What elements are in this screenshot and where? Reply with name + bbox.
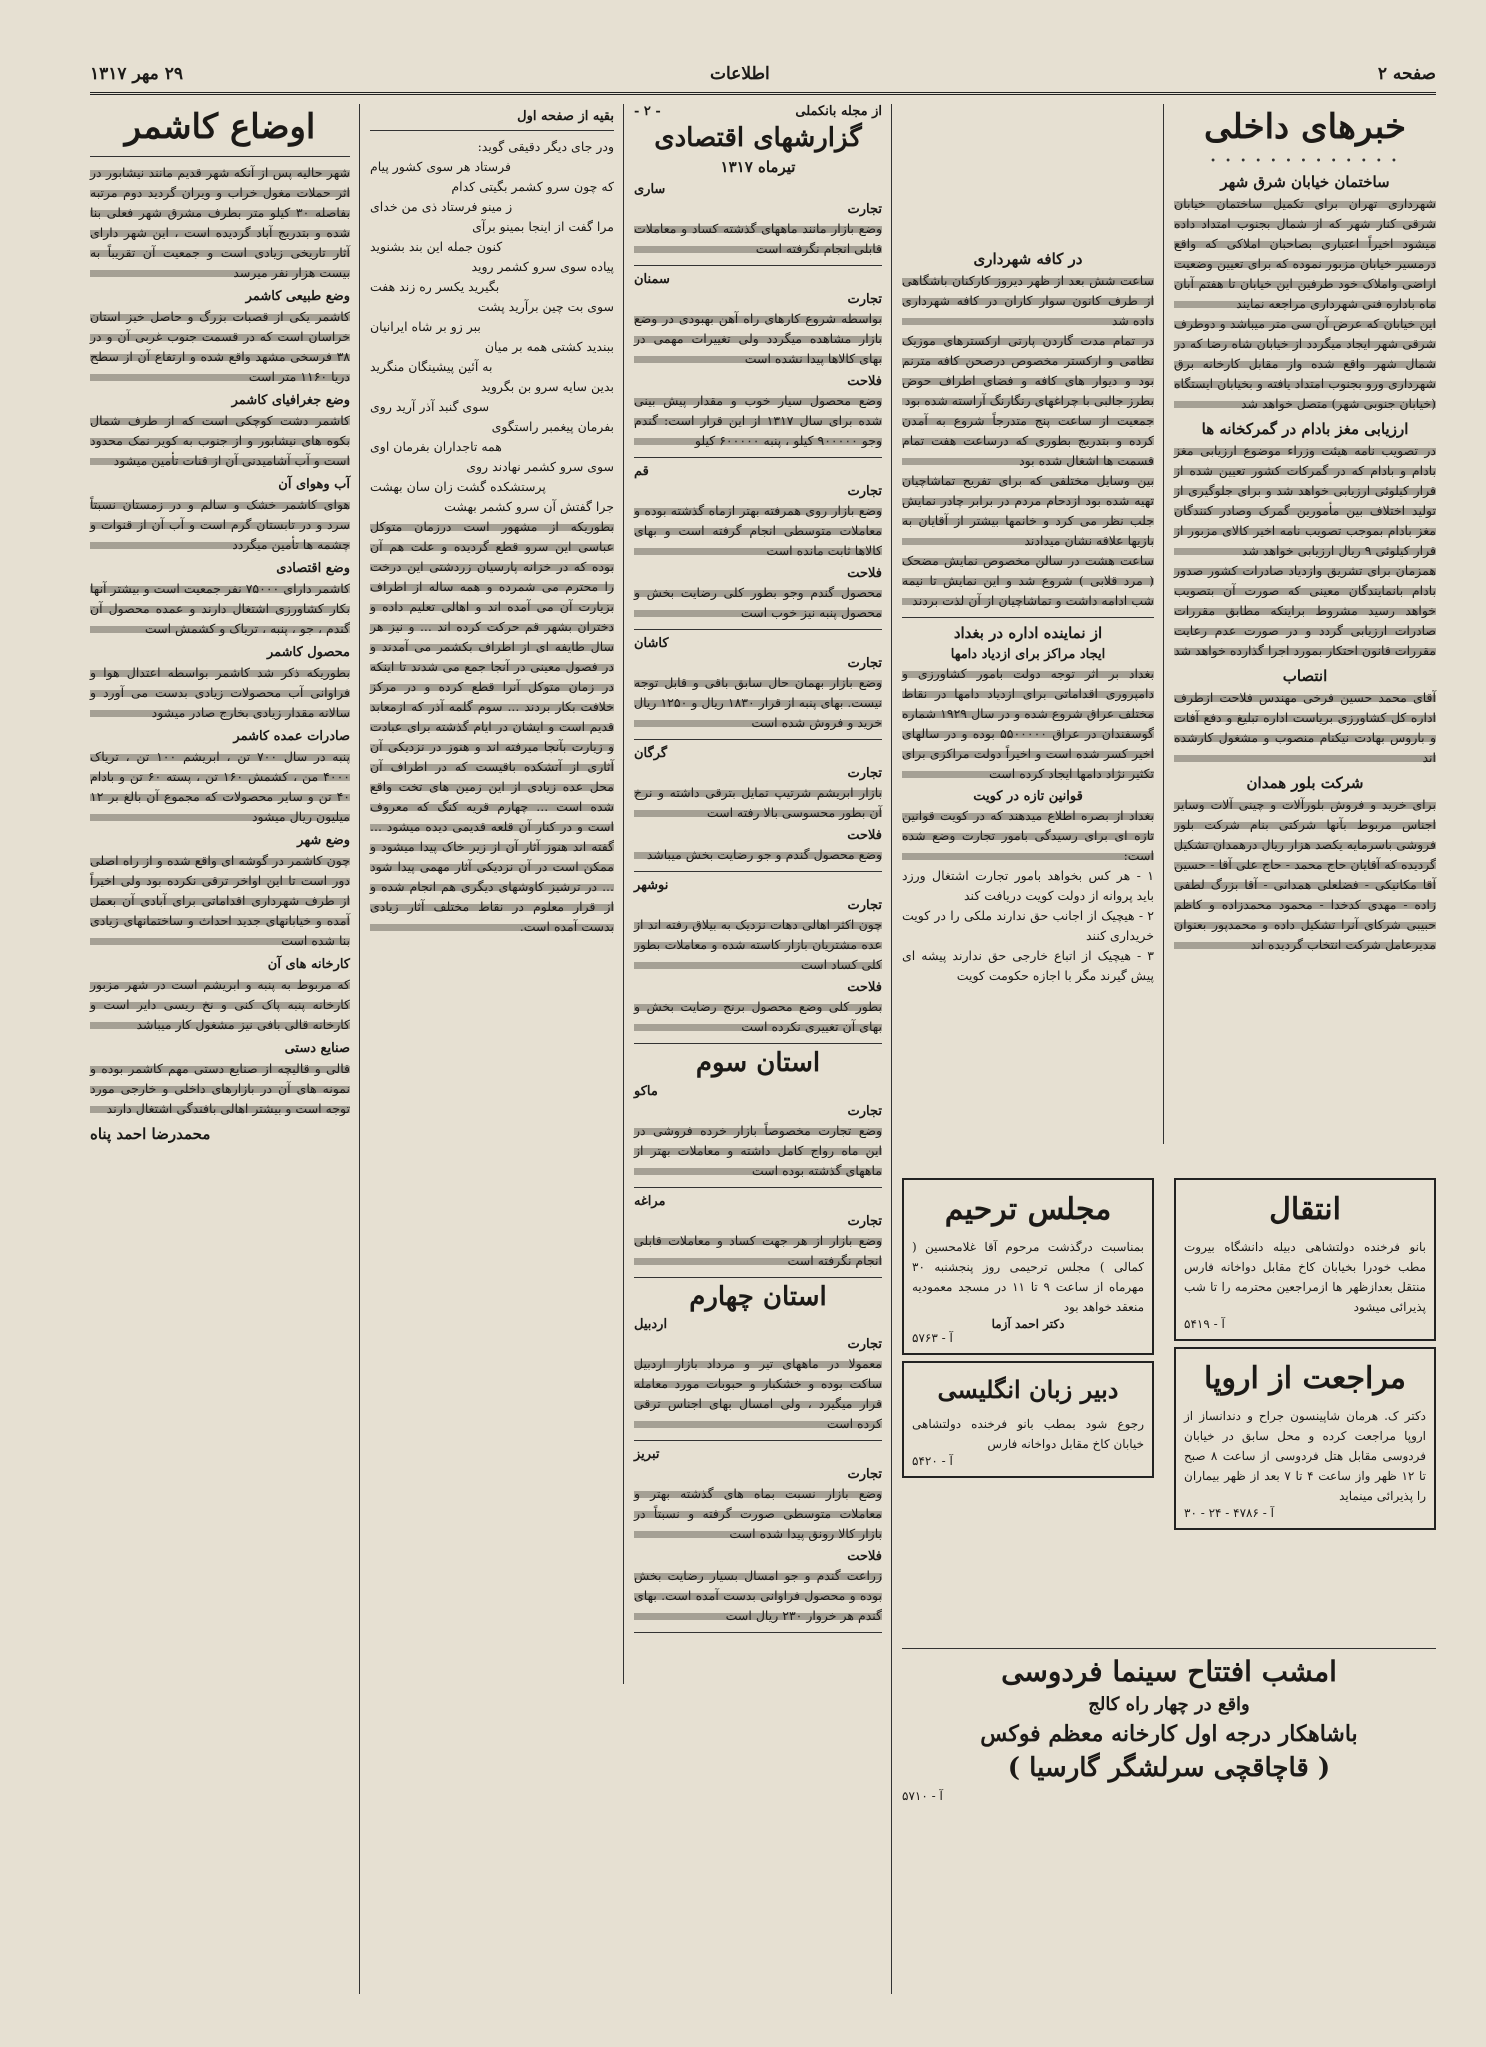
kashmar-products: بطوریکه ذکر شد کاشمر بواسطه اعتدال هوا و فراوانی آب محصولات زیادی بدست می آورد و سالانه مقدار زیادی بخارج صادر میشود: [90, 663, 350, 723]
ad-transfer-text: بانو فرخنده دولتشاهی دبیله دانشگاه بیروت مطب خودرا بخیابان کاخ مقابل دواخانه فارس منتقل بعدازظهر ها ازمراجعین محترمه را تا شب پذیرائی میشود: [1184, 1240, 1426, 1314]
report-text: بواسطه شروع کارهای راه آهن بهبودی در وضع بازار مشاهده میگردد ولی تغییرات مهمی در بهای کالاها پیدا نشده است: [634, 309, 882, 369]
col-city-news: [902, 104, 1154, 1159]
report-text: بازار ابریشم شرتیپ تمایل بترقی داشته و نرخ آن بطور محسوسی بالا رفته است: [634, 783, 882, 823]
poem-line: کنون جمله این بند بشنوید: [370, 239, 503, 254]
report-text: وضع محصول گندم و جو رضایت بخش میباشد: [634, 845, 882, 865]
column-rule: [1163, 104, 1164, 1144]
article-cafe-p4: بین وسایل مختلفی که برای تفریح تماشاچیان تهیه شده بود ازدحام مردم در برابر چادر نمایش جلب نظر می کرد و خانمها بیشتر از آقایان به بازیها علاقه نشان میدادند: [902, 471, 1154, 551]
poem-line: فرستاد هر سوی کشور پیام: [370, 159, 511, 174]
col1-ads: [1174, 1172, 1436, 1622]
report-subject: تجارت: [847, 1213, 882, 1229]
report-subject: تجارت: [847, 898, 882, 914]
col-kashmar: [90, 104, 350, 1994]
kashmar-crafts: قالی و قالیچه از صنایع دستی مهم کاشمر بوده و نمونه های آن در بازارهای داخلی و خارجی مورد توجه است و بیشتر اهالی بافندگی اشتغال دارند: [90, 1059, 350, 1119]
report-subject: تجارت: [847, 484, 882, 500]
poem-line: ودر جای دیگر دقیقی گوید:: [477, 139, 614, 154]
divider: [634, 739, 882, 740]
ad-memorial-code: آ - ۵۷۶۳: [912, 1331, 953, 1345]
ad-transfer-code: آ - ۵۴۱۹: [1184, 1317, 1225, 1331]
report-text: وضع بازار روی همرفته بهتر ازماه گذشته بوده و معاملات متوسطی انجام گرفته است و بهای کالاها ثابت مانده است: [634, 501, 882, 561]
ad-transfer: [1174, 1178, 1436, 1341]
report-subject: تجارت: [847, 656, 882, 672]
cinema-line2: واقع در چهار راه کالج: [1088, 1694, 1250, 1715]
kuwait-law-2: ۲ - هیچیک از اجانب حق ندارند ملکی را در کویت خریداری کنند: [902, 908, 1154, 943]
col2-ads: [902, 1172, 1154, 1612]
report-subject: فلاحت: [847, 374, 882, 390]
region-name: استان چهارم: [689, 1281, 827, 1312]
divider: [634, 629, 882, 630]
report-text: وضع محصول سیار خوب و مقدار پیش بینی شده برای سال ۱۳۱۷ از این قرار است: گندم وجو ۹۰۰۰۰۰ کیلو ، پنبه ۶۰۰۰۰۰ کیلو: [634, 391, 882, 451]
report-text: محصول گندم وجو بطور کلی رضایت بخش و محصول پنبه نیز خوب است: [634, 583, 882, 623]
report-month: تیرماه ۱۳۱۷: [720, 158, 796, 177]
report-subject: تجارت: [847, 1466, 882, 1482]
divider: [634, 1277, 882, 1278]
section-title-economic: گزارشهای اقتصادی: [654, 123, 862, 153]
kashmar-econ-title: وضع اقتصادی: [276, 560, 350, 576]
headline-baghdad: از نماینده اداره در بغداد: [953, 624, 1103, 642]
report-text: وضع بازار بهمان حال سابق باقی و قابل توجه نیست. بهای پنبه از قرار ۱۸۳۰ ریال و ۱۲۵۰ ریال خرید و فروش شده است: [634, 673, 882, 733]
kashmar-nature-title: وضع طبیعی کاشمر: [245, 288, 350, 304]
kashmar-geo-title: وضع جغرافیای کاشمر: [231, 392, 350, 408]
kashmar-climate-title: آب وهوای آن: [278, 476, 350, 492]
article-appointment: آقای محمد حسین فرخی مهندس فلاحت ازطرف اداره کل کشاورزی بریاست اداره تبلیغ و دفع آفات و باروس بهادت نیکنام منصوب و مشغول کارشده اند: [1174, 688, 1436, 768]
region-name: مراغه: [634, 1193, 666, 1209]
ad-return-europe: [1174, 1347, 1436, 1530]
continued-label: بقیه از صفحه اول: [517, 109, 614, 124]
report-subject: تجارت: [847, 292, 882, 308]
report-text: وضع بازار از هر جهت کساد و معاملات قابلی انجام نگرفته است: [634, 1231, 882, 1271]
report-subject: تجارت: [847, 202, 882, 218]
ad-english-title: دبیر زبان انگلیسی: [937, 1375, 1119, 1404]
subhead-livestock: ایجاد مراکز برای ازدیاد دامها: [950, 647, 1106, 662]
divider: [634, 871, 882, 872]
kashmar-exports: پنبه در سال ۷۰۰ تن ، ابریشم ۱۰۰ تن ، تریاک ۴۰۰۰ من ، کشمش ۱۶۰ تن ، پسته ۶۰ تن و بادام ۴۰ تن و سایر محصولات که مجموع آن بالغ بر ۱۲ میلیون ریال میشود: [90, 747, 350, 827]
kuwait-law-3: ۳ - هیچیک از اتباع خارجی حق ندارند پیشه ای پیش گیرند مگر با اجازه حکومت کویت: [902, 948, 1154, 983]
kashmar-factories-title: کارخانه های آن: [267, 956, 350, 972]
column-rule: [623, 104, 624, 1684]
kashmar-crafts-title: صنایع دستی: [284, 1040, 350, 1056]
report-text: معمولا در ماههای تیر و مرداد بازار اردبیل ساکت بوده و خشکبار و حبوبات مورد معامله قرار میگیرد ، ولی امسال بهای اجناس ترقی کرده است: [634, 1354, 882, 1434]
col-economic-reports: [634, 104, 882, 1623]
article-hamadan: برای خرید و فروش بلورآلات و چینی آلات وسایر اجناس مربوط بآنها شرکتی بنام شرکت بلور فروشی باسرمایه یکصد هزار ریال درهمدان تشکیل گردیده که آقایان حاج محمد - حاج علی آقا - حسین آقا مکانیکی - فضلعلی همدانی - آقا بزرگ لطفی زاده - مهدی کدخدا - محمود محمدزاده و کاظم حبیبی شرکای آنرا تشکیل داده و محمدپور بعنوان مدیرعامل شرکت انتخاب گردیده اند: [1174, 795, 1436, 955]
cinema-line4: ( قاچاقچی سرلشگر گارسیا ): [1007, 1753, 1331, 1783]
article-cafe-p2: در تمام مدت گاردن پارتی ارکسترهای موزیک نظامی و ارکستر مخصوص درصحن کافه مترنم بود و دیوار های کافه و فضای اطراف حوض بطرز جالبی با چراغهای رنگارنگ آراسته شده بود: [902, 331, 1154, 411]
col-domestic-news: [1174, 104, 1436, 1159]
poem-line: جرا گفتش آن سرو کشمر بهشت: [444, 499, 614, 514]
article-kashmar-history: بطوریکه از مشهور است درزمان متوکل عباسی این سرو قطع گردیده و علت هم آن بوده که در خزانه پارسیان زردشتی این درخت را محترم می شمرده و همه ساله از اطراف بزیارت آن می آمده اند و اهالی تعلیم داده و دختران بشهر قم حرکت کرده اند ... و نیز هر سال طایفه ای از اطراف بکشمر می آمدند و در فصول معینی در آنجا جمع می شدند تا اینکه در زمان متوکل آنرا قطع کرده و در مرکز خلافت بکار بردند ... سوم گلمه آذر که ازمعابد قدیم است و ایشان در ایام گذشته برای عبادت و زیارت بآنجا میرفته اند و هنوز در نزدیکی آن آثاری از آتشکده باقیست که در اطراف آن محل عده زیادی از این زمین های تخت واقع شده است ... چهارم قریه کنگ که معروف است و در کنار آن قلعه قدیمی دیده میشود ... گفته اند هنوز آثار آن از زیر خاک پیدا میشود و ممکن است در آن نزدیکی آثار مهمی پیدا شود ... در ترشیز کاوشهای دیگری هم انجام شده و از قرار معلوم در نقاط مختلف آثار زیادی بدست آمده است.: [370, 517, 614, 937]
poem-line: سوی بت چین برآرید پشت: [477, 299, 614, 314]
ad-english-code: آ - ۵۴۲۰: [912, 1454, 953, 1468]
article-cafe-p3: جمعیت از ساعت پنج متدرجاً شروع به آمدن کرده و بتدریج بطوری که درساعت هفت تمام قسمت ها اشغال شده بود: [902, 411, 1154, 471]
cinema-code: آ - ۵۷۱۰: [902, 1789, 943, 1803]
subhead-kuwait: قوانین تازه در کویت: [973, 789, 1083, 804]
poem-line: بفرمان پیغمبر راستگوی: [491, 419, 614, 434]
report-subject: تجارت: [847, 1103, 882, 1119]
masthead-rule: [90, 92, 1436, 95]
poem-line: سوی گنبد آذر آرید روی: [370, 399, 490, 414]
region-name: استان سوم: [695, 1048, 821, 1079]
cinema-line3: باشاهکار درجه اول کارخانه معظم فوکس: [980, 1721, 1358, 1747]
col-kashmar-continued: [370, 104, 614, 1984]
kashmar-climate: هوای کاشمر خشک و سالم و در زمستان نسبتاً سرد و در تابستان گرم است و آب آن از قنوات و چشمه ها تأمین میگردد: [90, 495, 350, 555]
source-label: از مجله بانکملی: [795, 104, 882, 119]
divider: [634, 1632, 882, 1633]
poem-block: [370, 137, 614, 517]
poem-line: پیاده سوی سرو کشمر روید: [471, 259, 614, 274]
report-text: چون اکثر اهالی دهات نزدیک به بیلاق رفته اند از عده مشتریان بازار کاسته شده و معاملات بطور کلی کساد است: [634, 915, 882, 975]
ad-english-teacher: [902, 1361, 1154, 1478]
part-label: - ۲ -: [634, 104, 661, 119]
kuwait-law-1: ۱ - هر کس بخواهد بامور تجارت اشتغال ورزد باید پروانه از دولت کویت دریافت کند: [902, 868, 1154, 903]
divider: [370, 130, 614, 131]
paper-name: اطلاعات: [710, 64, 770, 84]
headline-hamadan: شرکت بلور همدان: [1246, 773, 1364, 792]
ad-memorial-sign: دکتر احمد آزما: [991, 1317, 1065, 1331]
report-text: وضع بازار نسبت بماه های گذشته بهتر و معاملات متوسطی صورت گرفته و نسبتاً در بازار کالا رونق پیدا شده است: [634, 1484, 882, 1544]
report-subject: فلاحت: [847, 1548, 882, 1564]
poem-line: همه تاجداران بفرمان اوی: [370, 439, 502, 454]
poem-line: ببر زو بر شاه ایرانیان: [370, 319, 481, 334]
region-name: اردبیل: [634, 1316, 668, 1332]
poem-line: پرستشکده گشت زان سان بهشت: [370, 479, 546, 494]
divider: [634, 265, 882, 266]
kashmar-geo: کاشمر دشت کوچکی است که از طرف شمال بکوه های نیشابور و از جنوب به کویر نمک محدود است و آب آشامیدنی آن از قنات تأمین میشود: [90, 411, 350, 471]
report-subject: فلاحت: [847, 828, 882, 844]
section-title-domestic: خبرهای داخلی: [1204, 107, 1406, 147]
headline-east-street: ساختمان خیابان شرق شهر: [1220, 172, 1390, 191]
poem-line: که چون سرو کشمر بگیتی کدام: [451, 179, 614, 194]
poem-line: ز مینو فرستاد ذی من خدای: [370, 199, 513, 214]
ad-cinema: [902, 1642, 1436, 2012]
headline-cafe: در کافه شهرداری: [973, 250, 1083, 268]
article-east-street: شهرداری تهران برای تکمیل ساختمان خیابان شرقی کنار شهر که از شمال بجنوب امتداد داده میشود اخیراً اعتباری بصاحبان املاکی که واقع درمسیر خیابان مزبور نموده که برای تعیین وضعیت اراضی واملاک خود طرفین این خیابان تا هفتم آبان ماه باداره فنی شهرداری مراجعه نمایند: [1174, 194, 1436, 314]
poem-line: بگیرید یکسر ره زند هفت: [370, 279, 500, 294]
region-name: قم: [634, 464, 649, 480]
article-cafe-p5: ساعت هشت در سالن مخصوص نمایش مضحک ( مرد قلابی ) شروع شد و این نمایش تا نیمه شب ادامه داشت و تماشاچیان از آن لذت بردند: [902, 551, 1154, 611]
ad-memorial: [902, 1178, 1154, 1355]
region-name: ماکو: [634, 1083, 658, 1099]
kashmar-city: چون کاشمر در گوشه ای واقع شده و از راه اصلی دور است تا این اواخر ترقی نکرده بود ولی اخیراً از طرف شهرداری اقداماتی برای آبادی آن بعمل آمده و خیابانهای جدید احداث و ساختمانهای زیادی بنا شده است: [90, 851, 350, 951]
article-east-street-2: این خیابان که عرض آن سی متر میباشد و دوطرف شرقی شهر ایجاد میگردد از خیابان شاه رضا که در شمال شهر واقع شده واز مقابل کارخانه برق شهرداری ورو بجنوب امتداد یافته و بخیابان ایستگاه (خیابان جنوبی شهر) متصل خواهد شد: [1174, 314, 1436, 414]
ad-memorial-title: مجلس ترحیم: [944, 1192, 1112, 1227]
author-signature: محمدرضا احمد پناه: [90, 1124, 211, 1143]
article-cafe-p1: ساعت شش بعد از ظهر دیروز کارکنان باشگاهی از طرف کانون سوار کاران در کافه شهرداری داده شد: [902, 271, 1154, 331]
region-name: کاشان: [634, 636, 669, 652]
article-almond: در تصویب نامه هیئت وزراء موضوع ارزیابی مغز بادام و بادام که در گمرکات کشور تعیین شده از قرار کیلوئی ارزیابی خواهد شد و برای جلوگیری از تولید اختلاف بین مأمورین گمرک وصادر کنندگان مغز بادام بموجب تصویب نامه اخیر کالای مزبور از قرار کیلوئی ۹ ریال ارزیابی خواهد شد: [1174, 441, 1436, 561]
report-subject: تجارت: [847, 766, 882, 782]
region-name: تبریز: [634, 1446, 660, 1462]
divider: [634, 1440, 882, 1441]
ad-return-text: دکتر ک. هرمان شاپینسون جراح و دندانساز از اروپا مراجعت کرده و محل سابق در خیابان فردوسی مقابل هتل فردوسی از ساعت ۸ صبح تا ۱۲ ظهر واز ساعت ۴ تا ۷ بعد از ظهر بیماران را پذیرائی مینماید: [1184, 1409, 1427, 1503]
divider: • • • • • • • • • • • • •: [1210, 155, 1400, 167]
region-name: ساری: [634, 182, 666, 198]
divider: [634, 457, 882, 458]
divider: [902, 617, 1154, 618]
article-kuwait: بغداد از بصره اطلاع میدهند که در کویت قوانین تازه ای برای رسیدگی بامور تجارت وضع شده است:: [902, 806, 1154, 866]
ad-return-title: مراجعت از اروپا: [1204, 1361, 1406, 1396]
report-text: بطور کلی وضع محصول برنج رضایت بخش و بهای آن تغییری نکرده است: [634, 997, 882, 1037]
kashmar-products-title: محصول کاشمر: [266, 644, 350, 660]
kashmar-factories: که مربوط به پنبه و ابریشم است در شهر مزبور کارخانه پنبه پاک کنی و نخ ریسی دایر است و کارخانه قالی بافی نیز مشغول کار میباشد: [90, 975, 350, 1035]
column-rule: [359, 104, 360, 1994]
kashmar-intro: شهر حالیه پس از آنکه شهر قدیم مانند نیشابور در اثر حملات مغول خراب و ویران گردید دوم مرتبه بفاصله ۳۰ کیلو متر بطرف مشرق شهر فعلی بنا شده و بتدریج آباد گردیده است ، این شهر دارای آثار تاریخی زیادی است و جمعیت آن تقریباً به بیست هزار نفر میرسد: [90, 163, 350, 283]
poem-line: سوی سرو کشمر نهادند روی: [466, 459, 614, 474]
region-name: گرگان: [634, 746, 668, 762]
headline-appointment: انتصاب: [1282, 666, 1328, 685]
cinema-line1: امشب افتتاح سینما فردوسی: [1001, 1655, 1337, 1688]
poem-line: به آئین پیشینگان منگرید: [370, 359, 493, 374]
report-text: زراعت گندم و جو امسال بسیار رضایت بخش بوده و محصول فراوانی بدست آمده است. بهای گندم هر خروار ۲۳۰ ریال است: [634, 1566, 882, 1626]
ad-transfer-title: انتقال: [1269, 1192, 1341, 1227]
article-almond-2: همزمان برای تشریق وازدیاد صادرات کشور صدور بادام بانمایندگان معینی که صورت آن بتصویب خواهد رسید مشروط براینکه مطابق مقررات صادرات ارزیابی گردد و در صورت عدم رعایت مقررات قانون احتکار بمورد اجرا گذارده خواهد شد: [1174, 561, 1436, 661]
issue-date: ۲۹ مهر ۱۳۱۷: [90, 64, 183, 84]
page-label: صفحه ۲: [1377, 64, 1436, 84]
kashmar-nature: کاشمر یکی از قصبات بزرگ و حاصل خیز استان خراسان است که در قسمت جنوب غربی آن و در ۳۸ فرسخی مشهد واقع شده و ارتفاع آن از سطح دریا ۱۱۶۰ متر است: [90, 307, 350, 387]
column-rule: [891, 104, 892, 1994]
divider: [634, 1187, 882, 1188]
report-subject: فلاحت: [847, 566, 882, 582]
poem-line: ببندید کشتی همه بر میان: [484, 339, 614, 354]
article-livestock: بغداد بر اثر توجه دولت بامور کشاورزی و دامپروری اقداماتی برای ازدیاد دامها در نقاط مختلف عراق شروع شده و در سال ۱۹۲۹ شماره گوسفندان در عراق ۵۵۰۰۰۰۰ بوده و در سالهای اخیر کسر شده است و اخیراً دولت مراکزی برای تکثیر نژاد دامها ایجاد کرده است: [902, 664, 1154, 784]
report-subject: تجارت: [847, 1336, 882, 1352]
divider: [90, 156, 350, 157]
poem-line: مرا گفت از اینجا بمینو برآی: [472, 219, 614, 234]
divider: [902, 1648, 1436, 1649]
headline-almond: ارزیابی مغز بادام در گمرکخانه ها: [1201, 419, 1409, 438]
kashmar-exports-title: صادرات عمده کاشمر: [233, 728, 350, 744]
kashmar-econ: کاشمر دارای ۷۵۰۰۰ نفر جمعیت است و بیشتر آنها بکار کشاورزی اشتغال دارند و عمده محصول آن گندم ، جو ، پنبه ، تریاک و کشمش است: [90, 579, 350, 639]
region-name: سمنان: [634, 272, 670, 288]
divider: [634, 1043, 882, 1044]
region-name: نوشهر: [634, 878, 669, 894]
report-subject: فلاحت: [847, 980, 882, 996]
ad-english-text: رجوع شود بمطب بانو فرخنده دولتشاهی خیابان کاخ مقابل دواخانه فارس: [912, 1417, 1144, 1451]
kashmar-city-title: وضع شهر: [297, 832, 350, 848]
masthead: [90, 62, 1436, 96]
report-text: وضع تجارت مخصوصاً بازار خرده فروشی در این ماه رواج کامل داشته و معاملات بهتر از ماههای گذشته بوده است: [634, 1121, 882, 1181]
ad-memorial-text: بمناسبت درگذشت مرحوم آقا غلامحسین ( کمالی ) مجلس ترحیمی روز پنجشنبه ۳۰ مهرماه از ساعت ۹ تا ۱۱ در مسجد معمودیه منعقد خواهد بود: [912, 1240, 1144, 1314]
report-text: وضع بازار مانند ماههای گذشته کساد و معاملات قابلی انجام نگرفته است: [634, 219, 882, 259]
poem-line: بدین سایه سرو بن بگروید: [480, 379, 614, 394]
ad-return-code: آ - ۴۷۸۶ - ۲۴ - ۳۰: [1184, 1506, 1274, 1520]
section-title-kashmar: اوضاع کاشمر: [124, 107, 316, 147]
region-list: [634, 182, 882, 1633]
